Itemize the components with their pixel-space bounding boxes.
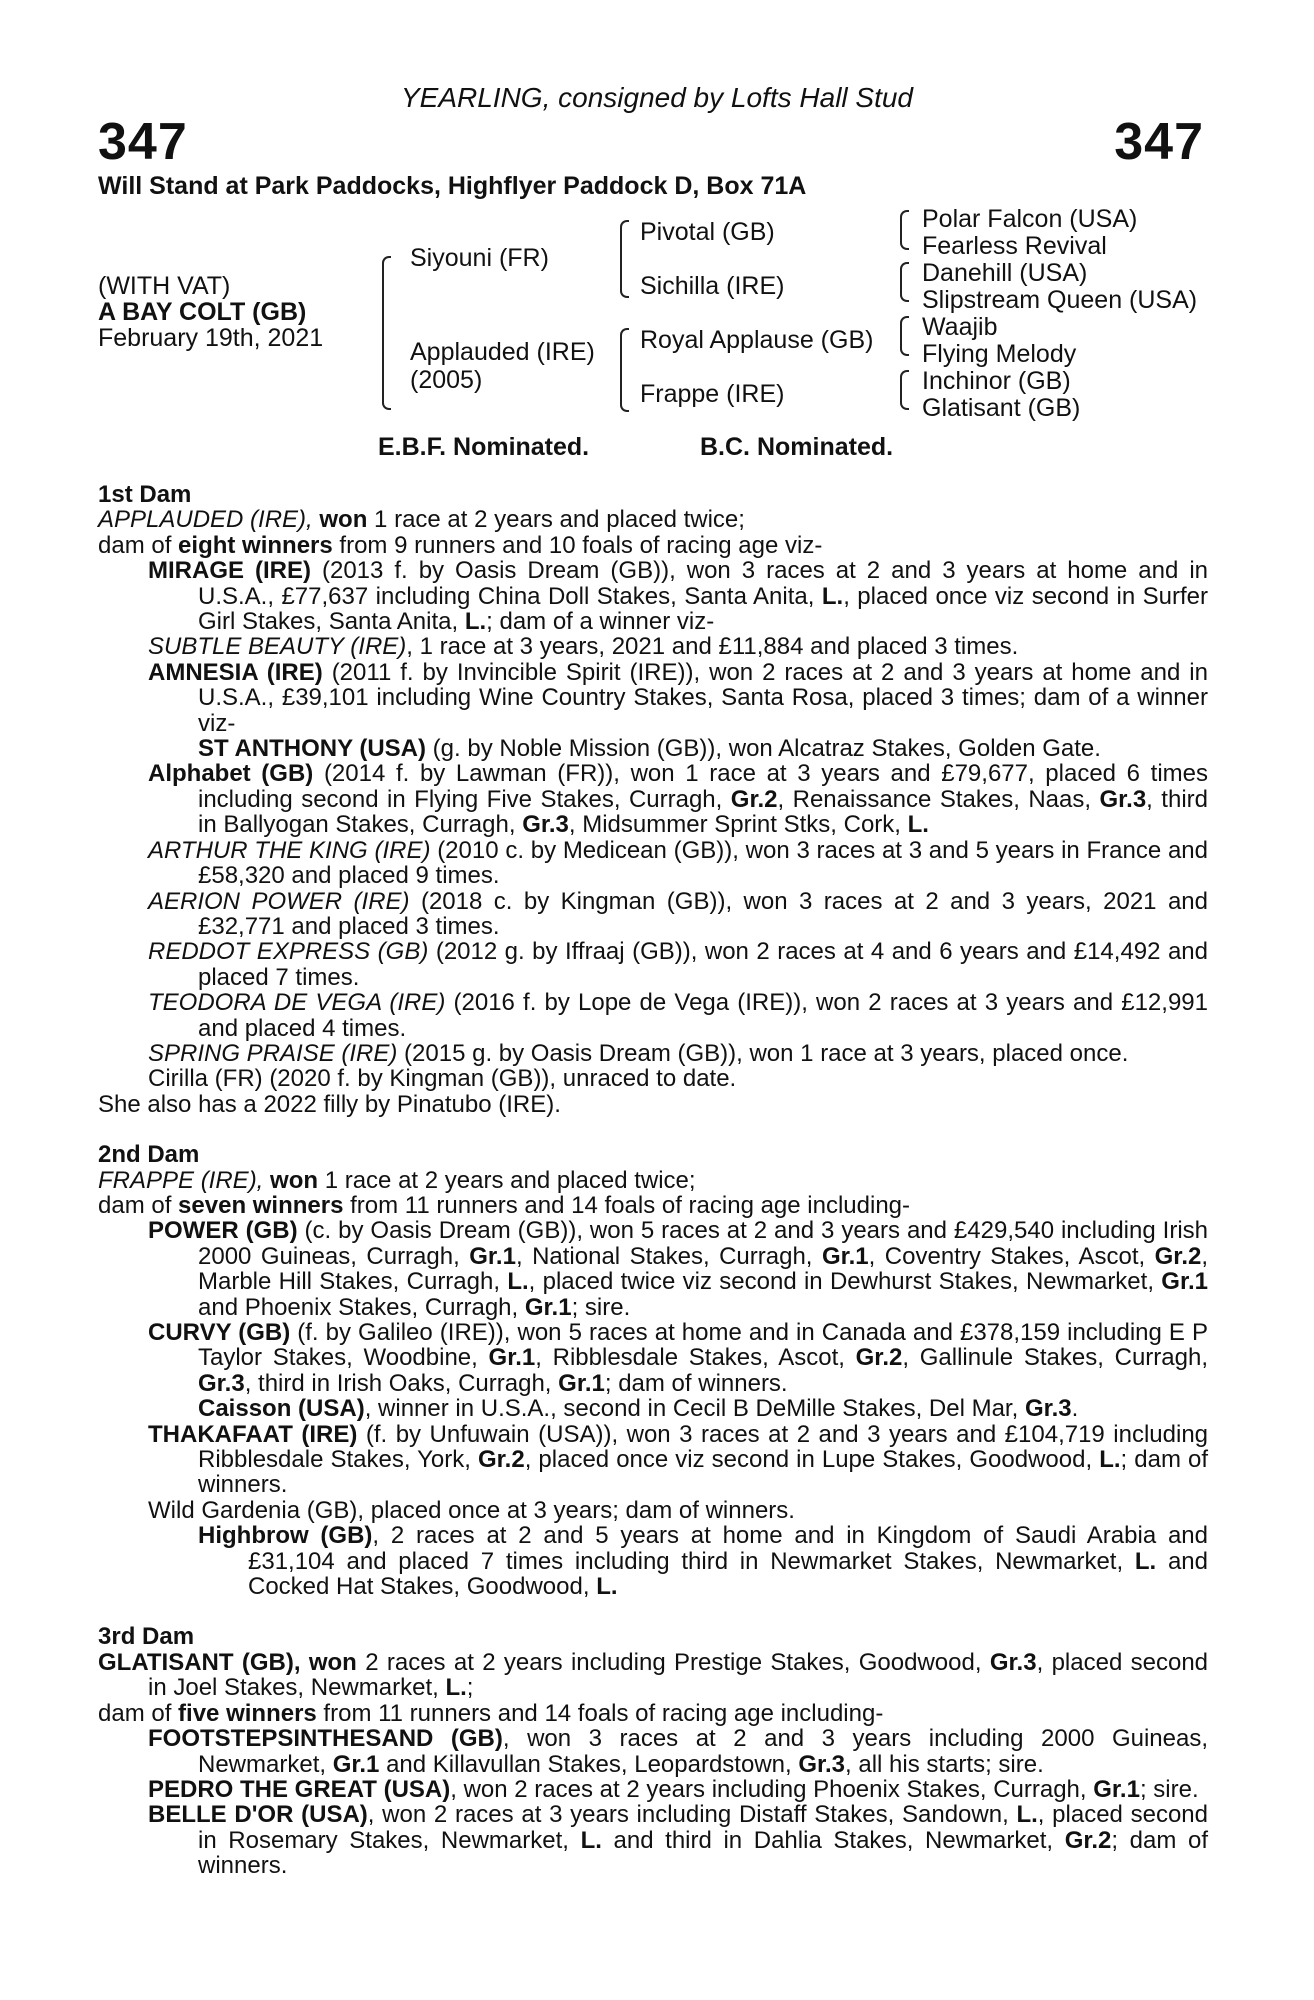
- produce-entry-caisson: Caisson (USA), winner in U.S.A., second in Cecil B DeMille Stakes, Del Mar, Gr.3.: [198, 1395, 1079, 1423]
- sire-sire: Pivotal (GB): [640, 218, 775, 246]
- vat-note: (WITH VAT): [98, 272, 231, 300]
- produce-entry-amnesia: AMNESIA (IRE) (2011 f. by Invincible Spirit (IRE)), won 2 races at 2 and 3 years at home and in U.S.A., £39,101 including Wine Country Stakes, Santa Rosa, placed 3 times; dam of a winner viz-: [148, 658, 1208, 737]
- bc-nomination: B.C. Nominated.: [700, 433, 894, 461]
- sire-dam: Sichilla (IRE): [640, 272, 785, 300]
- produce-entry-power: POWER (GB) (c. by Oasis Dream (GB)), won 5 races at 2 and 3 years and £429,540 including Irish 2000 Guineas, Curragh, Gr.1, National Stakes, Curragh, Gr.1, Coventry Stakes, Ascot, Gr.2, Marble Hill Stakes, Curragh, L., placed twice viz second in Dewhurst Stakes, Newmarket, Gr.1 and Phoenix Stakes, Curragh, Gr.1; sire.: [148, 1217, 1209, 1321]
- second-dam-produce-summary: dam of seven winners from 11 runners and 14 foals of racing age including-: [98, 1191, 911, 1219]
- ancestor-6: Flying Melody: [922, 340, 1077, 368]
- catalogue-body: [98, 482, 1208, 1879]
- brace-g12: [900, 210, 909, 250]
- third-dam-intro: GLATISANT (GB), won 2 races at 2 years including Prestige Stakes, Goodwood, Gr.3, placed second in Joel Stakes, Newmarket, L.;: [98, 1648, 1209, 1702]
- produce-entry-st-anthony: ST ANTHONY (USA) (g. by Noble Mission (GB)), won Alcatraz Stakes, Golden Gate.: [198, 735, 1101, 763]
- produce-entry-mirage: MIRAGE (IRE) (2013 f. by Oasis Dream (GB)), won 3 races at 2 and 3 years at home and in U.S.A., £77,637 including China Doll Stakes, Santa Anita, L., placed once viz second in Surfer Girl Stakes, Santa Anita, L.; dam of a winner viz-: [148, 557, 1208, 636]
- second-dam-intro: FRAPPE (IRE), won 1 race at 2 years and placed twice;: [98, 1166, 696, 1194]
- section-gap: [98, 1599, 1208, 1624]
- first-dam-intro: APPLAUDED (IRE), won 1 race at 2 years and placed twice;: [98, 506, 745, 534]
- dam-sire: Royal Applause (GB): [640, 326, 874, 354]
- produce-entry-pedro-the-great: PEDRO THE GREAT (USA), won 2 races at 2 years including Phoenix Stakes, Curragh, Gr.1; sire.: [148, 1775, 1199, 1803]
- produce-entry-highbrow: Highbrow (GB), 2 races at 2 and 5 years at home and in Kingdom of Saudi Arabia and £31,104 and placed 7 times including third in Newmarket Stakes, Newmarket, L. and Cocked Hat Stakes, Goodwood, L.: [198, 1522, 1208, 1601]
- brace-g56: [900, 316, 909, 356]
- brace-g78: [900, 370, 909, 410]
- produce-entry-cirilla: Cirilla (FR) (2020 f. by Kingman (GB)), unraced to date.: [148, 1065, 737, 1093]
- produce-entry-spring-praise: SPRING PRAISE (IRE) (2015 g. by Oasis Dream (GB)), won 1 race at 3 years, placed once.: [148, 1039, 1129, 1067]
- page-subtitle: YEARLING, consigned by Lofts Hall Stud: [400, 82, 914, 113]
- subject-name: A BAY COLT (GB): [98, 298, 307, 326]
- dam-name: Applauded (IRE): [410, 338, 595, 366]
- brace-sire-line: [620, 220, 629, 298]
- ebf-nomination: E.B.F. Nominated.: [378, 433, 590, 461]
- produce-entry-alphabet: Alphabet (GB) (2014 f. by Lawman (FR)), won 1 race at 3 years and £79,677, placed 6 times including second in Flying Five Stakes, Curragh, Gr.2, Renaissance Stakes, Naas, Gr.3, third in Ballyogan Stakes, Curragh, Gr.3, Midsummer Sprint Stks, Cork, L.: [148, 760, 1208, 839]
- second-dam-heading: 2nd Dam: [98, 1141, 200, 1169]
- produce-entry-footstepsinthesand: FOOTSTEPSINTHESAND (GB), won 3 races at 2 and 3 years including 2000 Guineas, Newmarket, Gr.1 and Killavullan Stakes, Leopardstown, Gr.3, all his starts; sire.: [148, 1725, 1209, 1778]
- first-dam-note: She also has a 2022 filly by Pinatubo (IRE).: [98, 1090, 561, 1118]
- third-dam-produce-summary: dam of five winners from 11 runners and 14 foals of racing age including-: [98, 1699, 884, 1727]
- produce-entry-belle-dor: BELLE D'OR (USA), won 2 races at 3 years including Distaff Stakes, Sandown, L., placed second in Rosemary Stakes, Newmarket, L. and third in Dahlia Stakes, Newmarket, Gr.2; dam of winners.: [148, 1801, 1208, 1880]
- ancestor-1: Polar Falcon (USA): [922, 205, 1138, 233]
- ancestor-7: Inchinor (GB): [922, 367, 1071, 395]
- dam-year: (2005): [410, 366, 483, 394]
- brace-g34: [900, 262, 909, 302]
- first-dam-produce-summary: dam of eight winners from 9 runners and 10 foals of racing age viz-: [98, 531, 823, 559]
- produce-entry-subtle-beauty: SUBTLE BEAUTY (IRE), 1 race at 3 years, 2021 and £11,884 and placed 3 times.: [148, 633, 1019, 661]
- produce-entry-curvy: CURVY (GB) (f. by Galileo (IRE)), won 5 races at home and in Canada and £378,159 including E P Taylor Stakes, Woodbine, Gr.1, Ribblesdale Stakes, Ascot, Gr.2, Gallinule Stakes, Curragh, Gr.3, third in Irish Oaks, Curragh, Gr.1; dam of winners.: [148, 1319, 1208, 1397]
- produce-entry-thakafaat: THAKAFAAT (IRE) (f. by Unfuwain (USA)), won 3 races at 2 and 3 years and £104,719 including Ribblesdale Stakes, York, Gr.2, placed once viz second in Lupe Stakes, Goodwood, L.; dam of winners.: [148, 1420, 1209, 1499]
- produce-entry-arthur-the-king: ARTHUR THE KING (IRE) (2010 c. by Medicean (GB)), won 3 races at 3 and 5 years in France and £58,320 and placed 9 times.: [148, 836, 1209, 890]
- lot-number-left: 347: [98, 113, 188, 171]
- ancestor-4: Slipstream Queen (USA): [922, 286, 1198, 314]
- stand-info: Will Stand at Park Paddocks, Highflyer Paddock D, Box 71A: [98, 172, 807, 200]
- produce-entry-reddot-express: REDDOT EXPRESS (GB) (2012 g. by Iffraaj (GB)), won 2 races at 4 and 6 years and £14,492 and placed 7 times.: [148, 938, 1209, 991]
- produce-entry-teodora-de-vega: TEODORA DE VEGA (IRE) (2016 f. by Lope de Vega (IRE)), won 2 races at 3 years and £12,991 and placed 4 times.: [148, 989, 1208, 1042]
- first-dam-heading: 1st Dam: [98, 481, 192, 508]
- produce-entry-wild-gardenia: Wild Gardenia (GB), placed once at 3 years; dam of winners.: [148, 1496, 795, 1524]
- produce-entry-aerion-power: AERION POWER (IRE) (2018 c. by Kingman (GB)), won 3 races at 2 and 3 years, 2021 and £32,771 and placed 3 times.: [148, 887, 1208, 940]
- third-dam-heading: 3rd Dam: [98, 1623, 195, 1651]
- ancestor-3: Danehill (USA): [922, 259, 1088, 287]
- dam-dam: Frappe (IRE): [640, 380, 785, 408]
- brace-sire-dam: [382, 256, 391, 410]
- sire-name: Siyouni (FR): [410, 244, 549, 272]
- lot-number-right: 347: [1114, 113, 1204, 171]
- ancestor-5: Waajib: [922, 313, 998, 341]
- ancestor-2: Fearless Revival: [922, 232, 1107, 260]
- section-gap: [98, 1117, 1208, 1142]
- foaling-date: February 19th, 2021: [98, 324, 324, 352]
- brace-dam-line: [620, 328, 629, 412]
- ancestor-8: Glatisant (GB): [922, 394, 1081, 422]
